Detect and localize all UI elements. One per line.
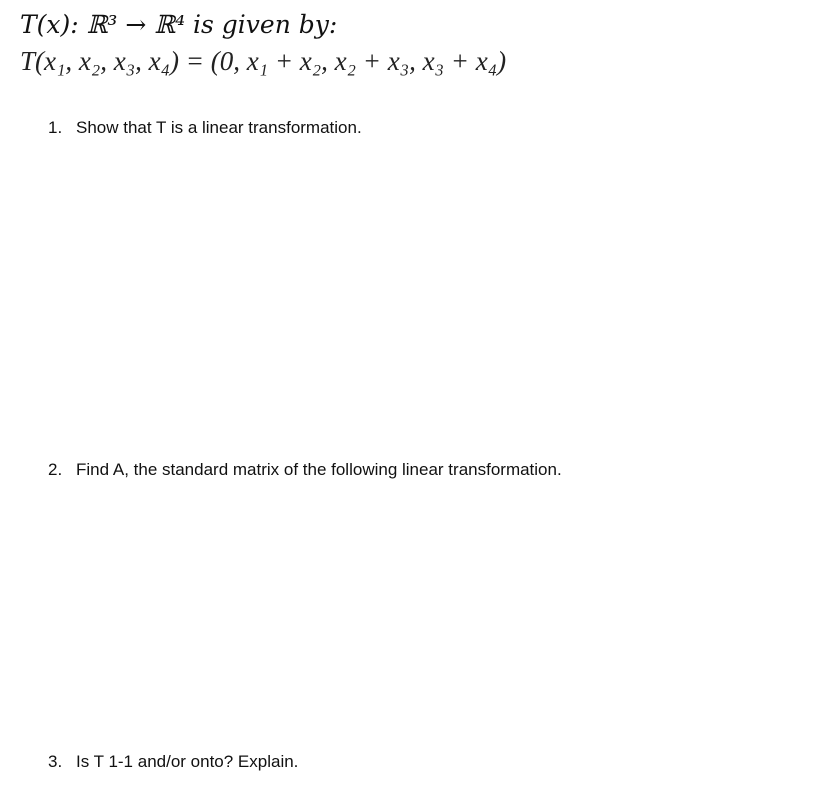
question-number: 2. [48, 460, 63, 479]
definition-line: T(x): ℝ³ → ℝ⁴ is given by: [20, 10, 338, 39]
formula-line: T(x₁, x₂, x₃, x₄) = (0, x₁ + x₂, x₂ + x₃, x₃ + x₄) [20, 46, 507, 76]
question-text: Is T 1-1 and/or onto? Explain. [76, 752, 299, 771]
question-3 [48, 752, 298, 772]
question-1 [48, 118, 362, 138]
question-number: 3. [48, 752, 63, 771]
question-text: Find A, the standard matrix of the following linear transformation. [76, 460, 562, 479]
question-number: 1. [48, 118, 63, 137]
question-2 [48, 460, 562, 480]
question-text: Show that T is a linear transformation. [76, 118, 362, 137]
